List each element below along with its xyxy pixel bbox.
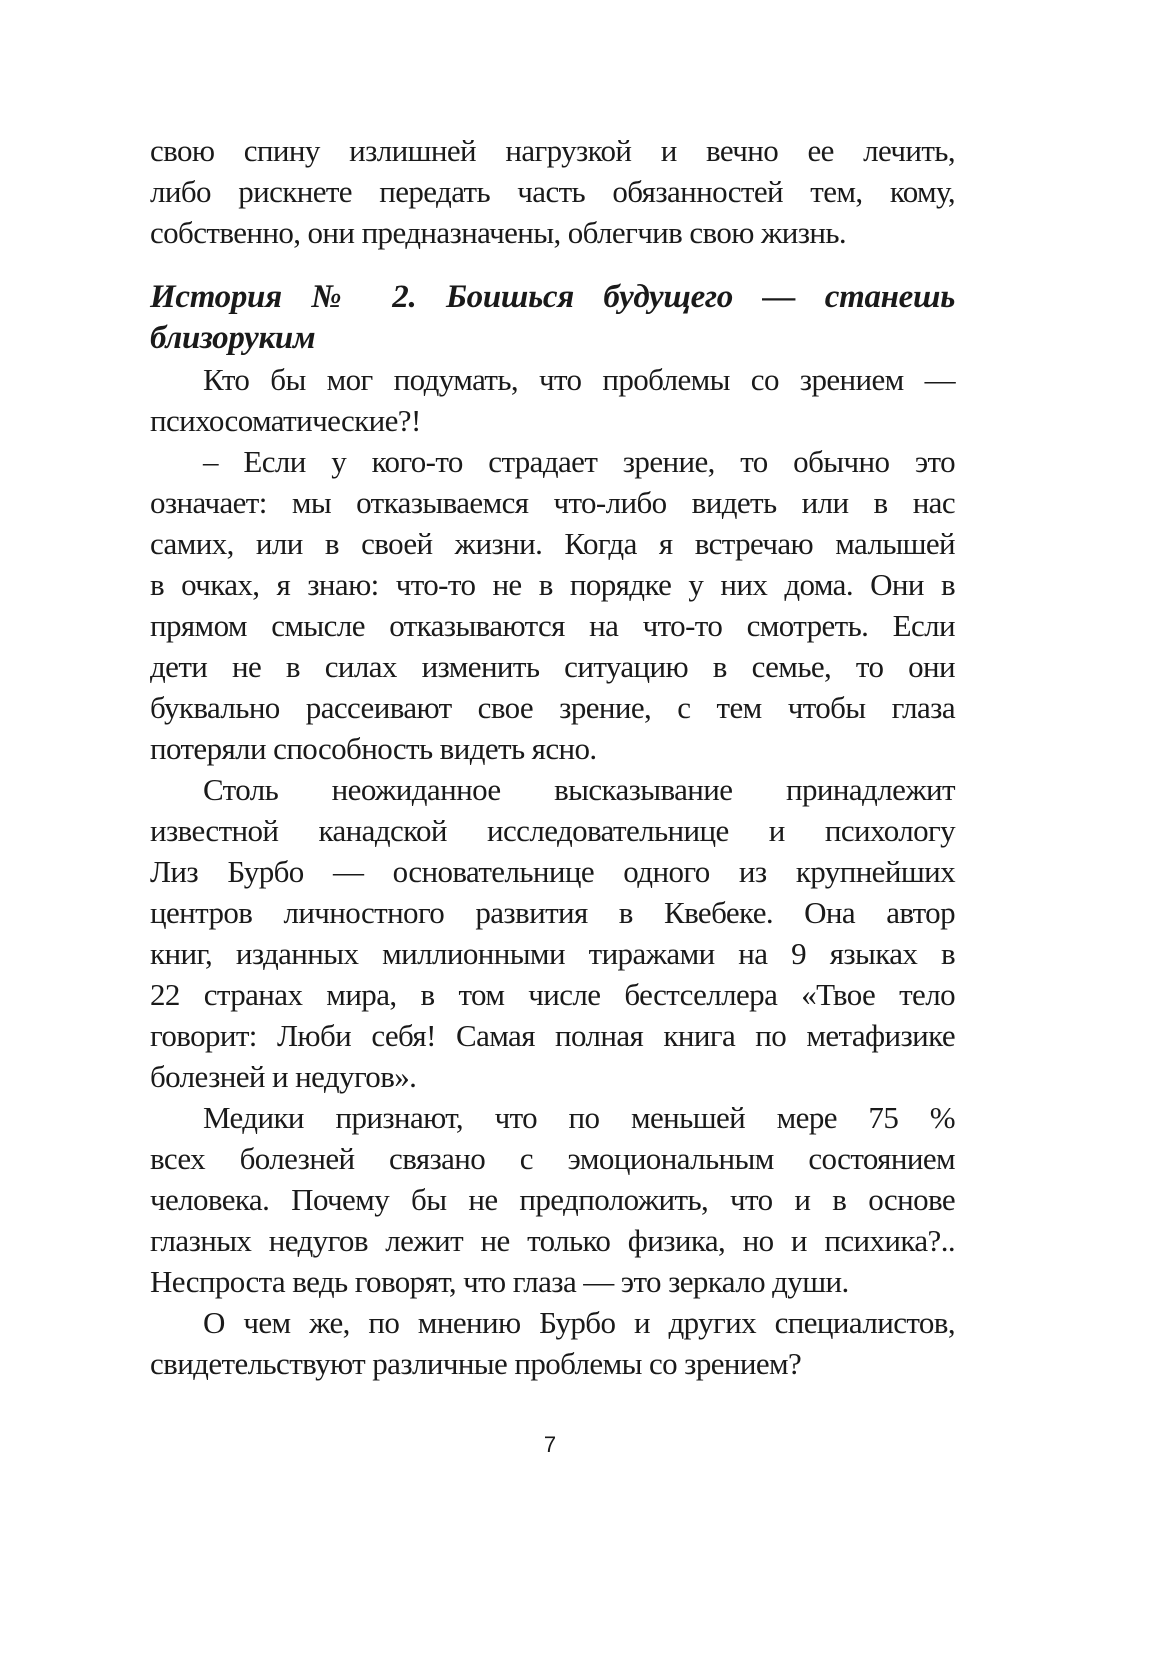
text-line: буквально рассеивают свое зрение, с тем чтобы глаза xyxy=(150,690,955,725)
text-line: Лиз Бурбо — основательнице одного из крупнейших xyxy=(150,854,955,889)
text-line: известной канадской исследовательнице и психологу xyxy=(150,813,955,848)
text-line: либо рискнете передать часть обязанностей тем, кому, xyxy=(150,174,955,209)
text-line: Неспроста ведь говорят, что глаза — это зеркало души. xyxy=(150,1264,849,1299)
page-number: 7 xyxy=(543,1432,557,1457)
section-heading: близоруким xyxy=(150,320,316,356)
text-line: собственно, они предназначены, облегчив свою жизнь. xyxy=(150,215,847,250)
text-line: глазных недугов лежит не только физика, но и психика?.. xyxy=(150,1223,955,1258)
text-line: болезней и недугов». xyxy=(150,1059,417,1094)
section-heading: История № 2. Боишься будущего — станешь xyxy=(150,279,955,315)
text-line: человека. Почему бы не предположить, что и в основе xyxy=(150,1182,955,1217)
text-line: говорит: Люби себя! Самая полная книга по метафизике xyxy=(150,1018,955,1053)
text-line: свидетельствуют различные проблемы со зрением? xyxy=(150,1346,802,1381)
text-line: свою спину излишней нагрузкой и вечно ее лечить, xyxy=(150,133,955,168)
text-line: Столь неожиданное высказывание принадлежит xyxy=(203,772,955,807)
text-line: в очках, я знаю: что-то не в порядке у них дома. Они в xyxy=(150,567,955,602)
text-line: всех болезней связано с эмоциональным состоянием xyxy=(150,1141,955,1176)
text-line: 22 странах мира, в том числе бестселлера «Твое тело xyxy=(150,977,955,1012)
text-line: центров личностного развития в Квебеке. Она автор xyxy=(150,895,955,930)
text-line: означает: мы отказываемся что-либо видеть или в нас xyxy=(150,485,955,520)
text-line: книг, изданных миллионными тиражами на 9 языках в xyxy=(150,936,955,971)
text-line: самих, или в своей жизни. Когда я встречаю малышей xyxy=(150,526,955,561)
text-line: – Если у кого-то страдает зрение, то обычно это xyxy=(203,444,955,479)
text-line: психосоматические?! xyxy=(150,403,421,438)
text-line: Кто бы мог подумать, что проблемы со зрением — xyxy=(203,362,955,397)
text-line: дети не в силах изменить ситуацию в семье, то они xyxy=(150,649,955,684)
text-line: Медики признают, что по меньшей мере 75 % xyxy=(203,1100,955,1135)
text-line: О чем же, по мнению Бурбо и других специалистов, xyxy=(203,1305,955,1340)
text-line: потеряли способность видеть ясно. xyxy=(150,731,597,766)
text-line: прямом смысле отказываются на что-то смотреть. Если xyxy=(150,608,955,643)
